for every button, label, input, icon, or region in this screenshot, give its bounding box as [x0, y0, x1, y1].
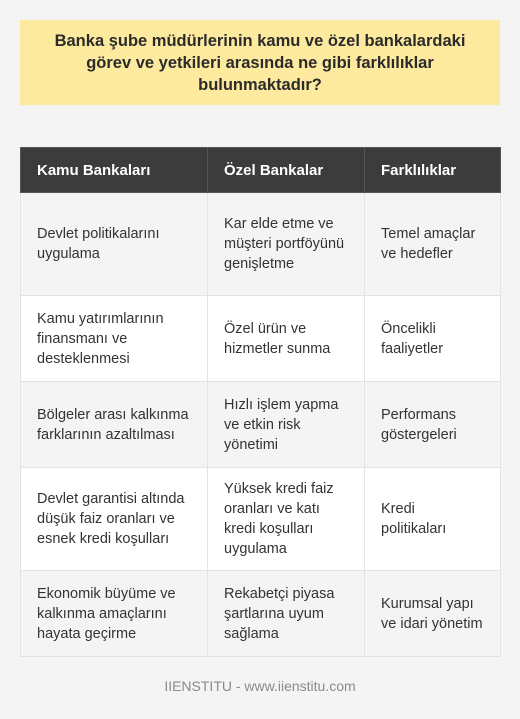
table-row	[21, 571, 501, 657]
table-cell: Devlet politikalarını uygulama	[21, 193, 208, 296]
column-header-differences: Farklılıklar	[365, 148, 501, 193]
table-cell: Bölgeler arası kalkınma farklarının azaltılması	[21, 382, 208, 468]
table-cell: Kredi politikaları	[365, 468, 501, 571]
table-cell: Hızlı işlem yapma ve etkin risk yönetimi	[208, 382, 365, 468]
table-cell: Özel ürün ve hizmetler sunma	[208, 296, 365, 382]
table-header-row	[21, 148, 501, 193]
column-header-private-banks: Özel Bankalar	[208, 148, 365, 193]
table-row	[21, 296, 501, 382]
table-row	[21, 468, 501, 571]
table-cell: Ekonomik büyüme ve kalkınma amaçlarını hayata geçirme	[21, 571, 208, 657]
comparison-table	[20, 147, 501, 657]
table-row	[21, 382, 501, 468]
table-cell: Performans göstergeleri	[365, 382, 501, 468]
table-cell: Kurumsal yapı ve idari yönetim	[365, 571, 501, 657]
table-cell: Temel amaçlar ve hedefler	[365, 193, 501, 296]
page-title: Banka şube müdürlerinin kamu ve özel bankalardaki görev ve yetkileri arasında ne gibi farklılıklar bulunmaktadır?	[54, 31, 466, 94]
table-cell: Kar elde etme ve müşteri portföyünü genişletme	[208, 193, 365, 296]
table-cell: Yüksek kredi faiz oranları ve katı kredi koşulları uygulama	[208, 468, 365, 571]
column-header-public-banks: Kamu Bankaları	[21, 148, 208, 193]
table-cell: Öncelikli faaliyetler	[365, 296, 501, 382]
table-cell: Kamu yatırımlarının finansmanı ve desteklenmesi	[21, 296, 208, 382]
table-row	[21, 193, 501, 296]
footer-source: IIENSTITU - www.iienstitu.com	[164, 678, 356, 694]
table-cell: Devlet garantisi altında düşük faiz oranları ve esnek kredi koşulları	[21, 468, 208, 571]
table-cell: Rekabetçi piyasa şartlarına uyum sağlama	[208, 571, 365, 657]
title-banner	[20, 20, 500, 105]
